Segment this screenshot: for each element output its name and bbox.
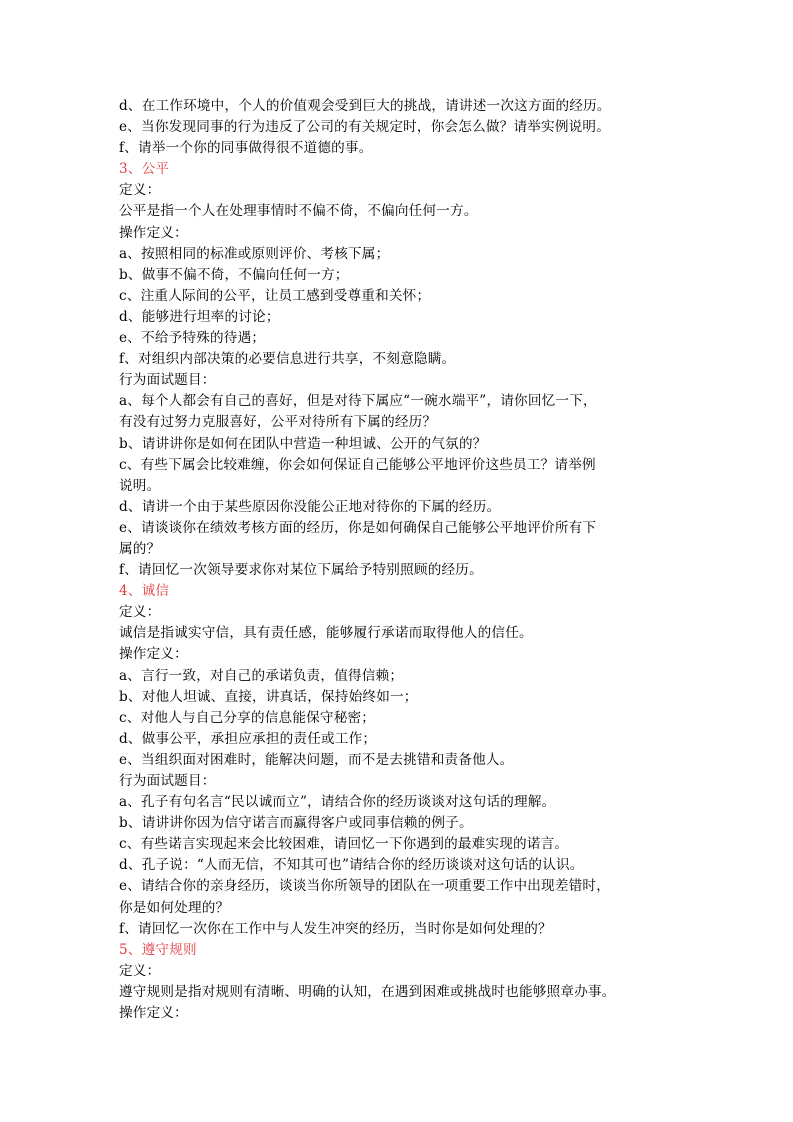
text-line: e、当组织面对困难时，能解决问题，而不是去挑错和责备他人。 [119, 751, 514, 768]
text-line: f、请回忆一次领导要求你对某位下属给予特别照顾的经历。 [119, 562, 483, 579]
text-line: b、请讲讲你因为信守诺言而赢得客户或同事信赖的例子。 [119, 815, 473, 832]
text-line: c、有些诺言实现起来会比较困难，请回忆一下你遇到的最难实现的诺言。 [119, 836, 569, 853]
text-line: a、按照相同的标准或原则评价、考核下属； [119, 245, 390, 262]
text-line: f、对组织内部决策的必要信息进行共享，不刻意隐瞒。 [119, 351, 456, 368]
text-line: c、注重人际间的公平，让员工感到受尊重和关怀； [119, 287, 431, 304]
text-line: b、做事不偏不倚，不偏向任何一方； [119, 266, 349, 283]
text-line: f、请举一个你的同事做得很不道德的事。 [119, 140, 373, 157]
text-line: 定义： [119, 604, 161, 621]
text-line: d、在工作环境中，个人的价值观会受到巨大的挑战，请讲述一次这方面的经历。 [119, 98, 611, 114]
text-line: a、孔子有句名言“民以诚而立”，请结合你的经历谈谈对这句话的理解。 [119, 794, 556, 811]
text-line: a、每个人都会有自己的喜好，但是对待下属应“一碗水端平”，请你回忆一下， [119, 393, 597, 410]
text-line: e、当你发现同事的行为违反了公司的有关规定时，你会怎么做？请举实例说明。 [119, 119, 611, 136]
text-line: e、请结合你的亲身经历，谈谈当你所领导的团队在一项重要工作中出现差错时， [119, 878, 611, 895]
text-line: 行为面试题目： [119, 773, 216, 789]
document-page [119, 96, 694, 1024]
text-line: 公平是指一个人在处理事情时不偏不倚，不偏向任何一方。 [119, 203, 478, 220]
section-heading: 3、公平 [119, 161, 170, 178]
text-line: e、不给予特殊的待遇； [119, 330, 266, 347]
text-line: 诚信是指诚实守信，具有责任感，能够履行承诺而取得他人的信任。 [119, 625, 533, 642]
text-line: d、请讲一个由于某些原因你没能公正地对待你的下属的经历。 [119, 498, 501, 515]
section-heading: 5、遵守规则 [119, 941, 197, 958]
text-line: d、能够进行坦率的讨论； [119, 308, 280, 325]
text-line: 你是如何处理的？ [119, 899, 230, 916]
text-line: 操作定义： [119, 1005, 188, 1022]
text-line: b、对他人坦诚、直接，讲真话，保持始终如一； [119, 688, 418, 705]
text-line: 定义： [119, 182, 161, 199]
text-line: f、请回忆一次你在工作中与人发生冲突的经历，当时你是如何处理的？ [119, 920, 552, 937]
text-line: c、对他人与自己分享的信息能保守秘密； [119, 709, 376, 726]
text-line: b、请讲讲你是如何在团队中营造一种坦诚、公开的气氛的？ [119, 435, 487, 452]
text-line: 操作定义： [119, 646, 188, 663]
text-line: 行为面试题目： [119, 372, 216, 389]
text-line: 遵守规则是指对规则有清晰、明确的认知，在遇到困难或挑战时也能够照章办事。 [119, 983, 616, 1000]
text-line: c、有些下属会比较难缠，你会如何保证自己能够公平地评价这些员工？请举例 [119, 456, 596, 473]
text-line: 定义： [119, 962, 161, 979]
text-line: d、做事公平，承担应承担的责任或工作； [119, 730, 377, 747]
text-line: 说明。 [119, 477, 161, 494]
text-line: d、孔子说：“人而无信，不知其可也”请结合你的经历谈谈对这句话的认识。 [119, 857, 584, 874]
section-heading: 4、诚信 [119, 583, 170, 600]
text-line: 操作定义： [119, 224, 188, 241]
text-line: a、言行一致，对自己的承诺负责，值得信赖； [119, 667, 404, 684]
text-line: 属的？ [119, 540, 161, 557]
text-line: e、请谈谈你在绩效考核方面的经历，你是如何确保自己能够公平地评价所有下 [119, 519, 597, 536]
text-line: 有没有过努力克服喜好，公平对待所有下属的经历？ [119, 414, 437, 431]
